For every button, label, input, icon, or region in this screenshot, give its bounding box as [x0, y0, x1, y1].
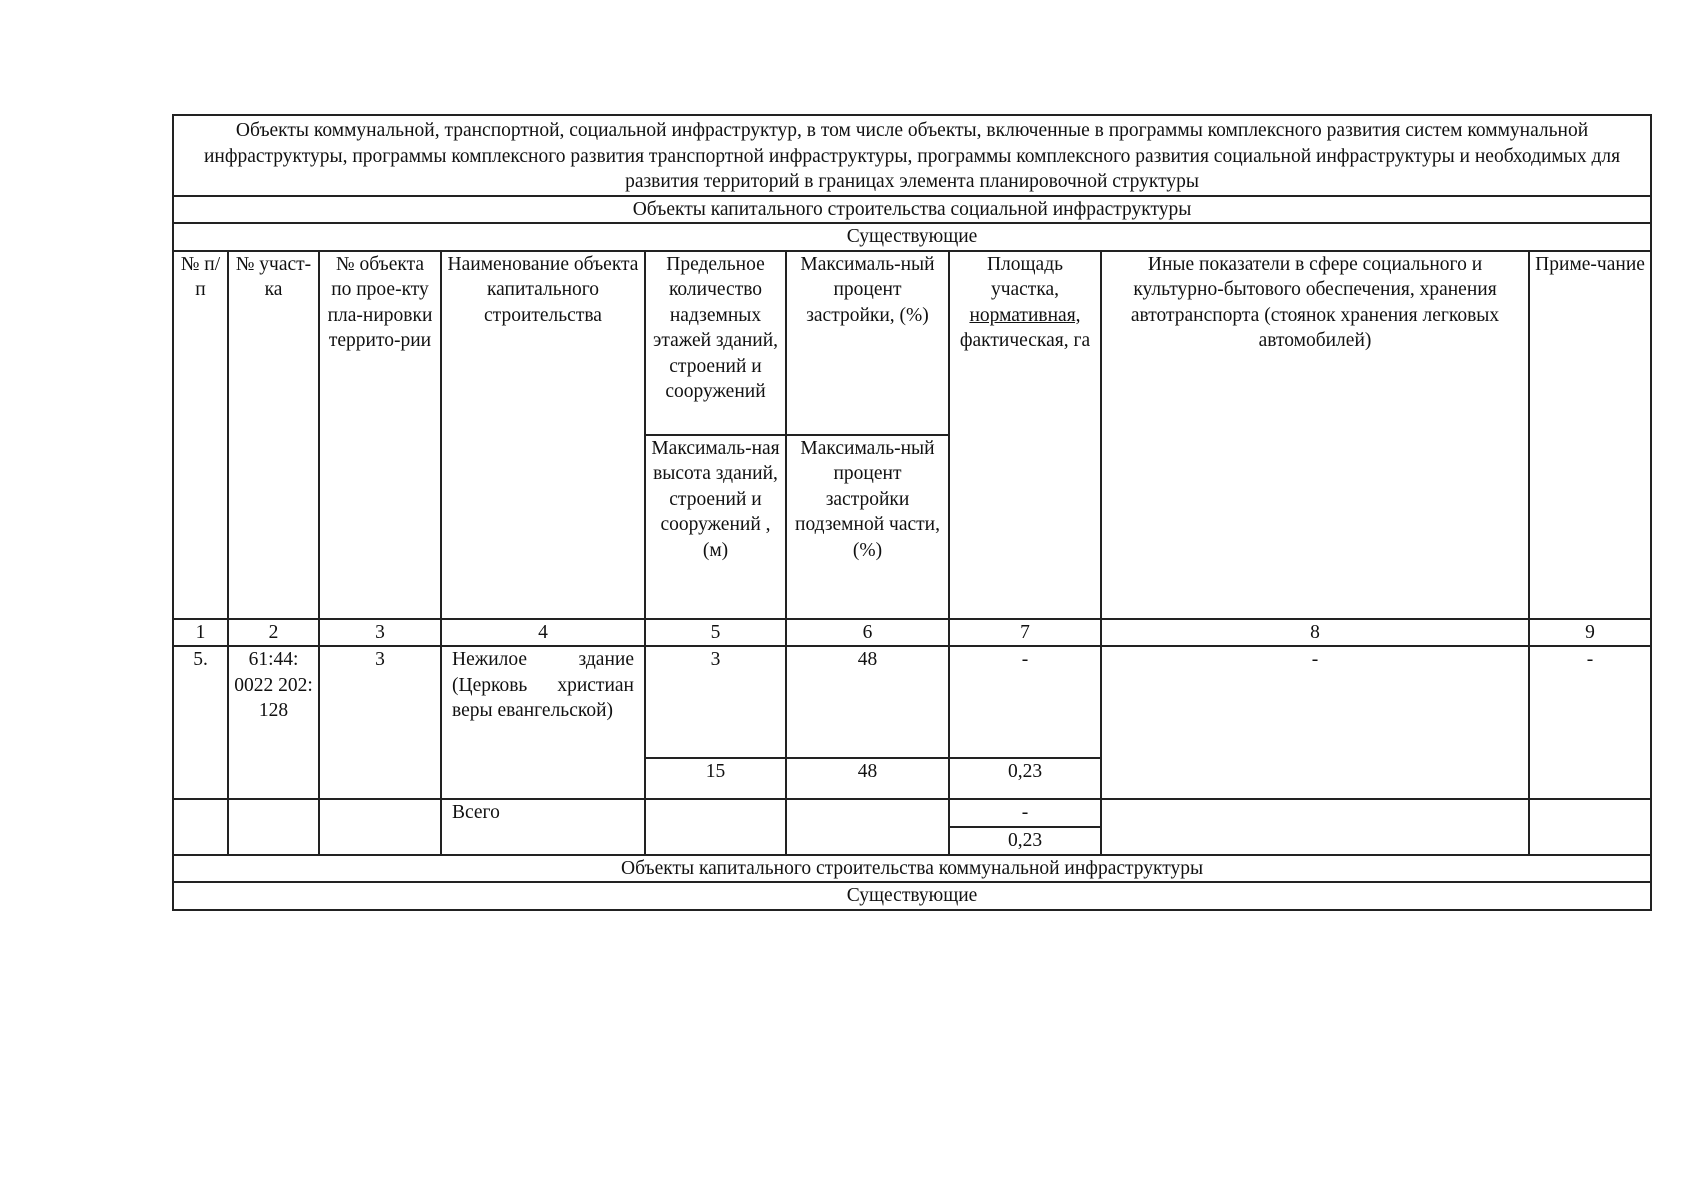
- header-row-top: [173, 251, 1651, 435]
- total-area-actual: 0,23: [949, 827, 1101, 855]
- header-col-area: [949, 251, 1101, 619]
- row-area-normative: -: [949, 646, 1101, 758]
- row-max-height: 15: [645, 758, 786, 799]
- column-number: 4: [441, 619, 645, 647]
- row-area-actual: 0,23: [949, 758, 1101, 799]
- infrastructure-table: [172, 114, 1652, 911]
- table-title: Объекты коммунальной, транспортной, социальной инфраструктур, в том числе объекты, включенные в программы комплексного развития систем коммунальной инфраструктуры, программы комплексного развития транспортной инфраструктуры, программы комплексного развития социальной инфраструктуры и необходимых для развития территорий в границах элемента планировочной структуры: [173, 115, 1651, 196]
- row-other-indicators: -: [1101, 646, 1529, 799]
- row-note: -: [1529, 646, 1651, 799]
- subsection-existing: Существующие: [173, 223, 1651, 251]
- total-empty-cell: [173, 799, 228, 855]
- column-number: 8: [1101, 619, 1529, 647]
- row-object-number: 3: [319, 646, 441, 799]
- header-col-number: № п/п: [173, 251, 228, 619]
- header-col-underground-percent: Максималь-ный процент застройки подземной части, (%): [786, 435, 949, 619]
- row-number: 5.: [173, 646, 228, 799]
- row-object-name: Нежилое здание (Церковь христиан веры евангельской): [441, 646, 645, 799]
- header-col-area-line3: фактическая, га: [959, 330, 1091, 351]
- column-number: 2: [228, 619, 319, 647]
- column-number: 5: [645, 619, 786, 647]
- subsection-existing: Существующие: [173, 882, 1651, 910]
- column-number: 9: [1529, 619, 1651, 647]
- section-social-infrastructure: Объекты капитального строительства социальной инфраструктуры: [173, 196, 1651, 224]
- total-empty-cell: [319, 799, 441, 855]
- total-row: [173, 799, 1651, 827]
- header-col-other-indicators: Иные показатели в сфере социального и культурно-бытового обеспечения, хранения автотранспорта (стоянок хранения легковых автомобилей): [1101, 251, 1529, 619]
- header-col-max-height: Максималь-ная высота зданий, строений и сооружений , (м): [645, 435, 786, 619]
- total-empty-cell: [1529, 799, 1651, 855]
- section-communal-infrastructure: Объекты капитального строительства коммунальной инфраструктуры: [173, 855, 1651, 883]
- header-col-parcel: № участ-ка: [228, 251, 319, 619]
- row-underground-percent: 48: [786, 758, 949, 799]
- total-empty-cell: [228, 799, 319, 855]
- column-numbers-row: [173, 619, 1651, 647]
- row-parcel: 61:44: 0022 202: 128: [228, 646, 319, 799]
- total-area-normative: -: [949, 799, 1101, 827]
- table-row: [173, 646, 1651, 758]
- header-col-object-name: Наименование объекта капитального строительства: [441, 251, 645, 619]
- column-number: 3: [319, 619, 441, 647]
- header-col-note: Приме-чание: [1529, 251, 1651, 619]
- header-col-max-build-percent: Максималь-ный процент застройки, (%): [786, 251, 949, 435]
- row-max-build-percent: 48: [786, 646, 949, 758]
- total-empty-cell: [786, 799, 949, 855]
- total-label: Всего: [441, 799, 645, 855]
- column-number: 6: [786, 619, 949, 647]
- column-number: 7: [949, 619, 1101, 647]
- row-floors: 3: [645, 646, 786, 758]
- total-empty-cell: [645, 799, 786, 855]
- header-col-floors: Предельное количество надземных этажей зданий, строений и сооружений: [645, 251, 786, 435]
- column-number: 1: [173, 619, 228, 647]
- header-col-area-line2: нормативная,: [969, 304, 1081, 326]
- header-col-object-number: № объекта по прое-кту пла-нировки террито-рии: [319, 251, 441, 619]
- header-col-area-line1: Площадь участка,: [986, 253, 1064, 300]
- total-empty-cell: [1101, 799, 1529, 855]
